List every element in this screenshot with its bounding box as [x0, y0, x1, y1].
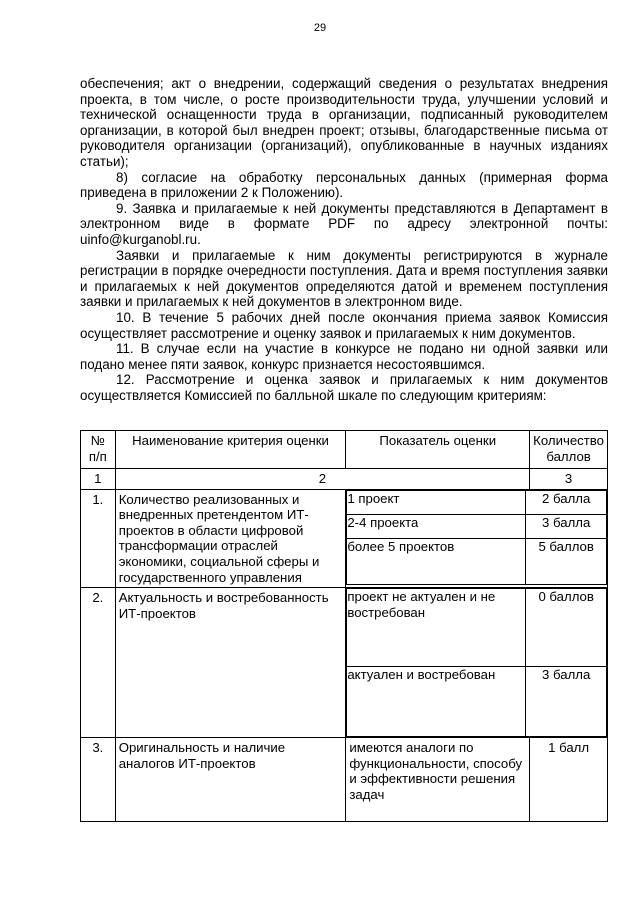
- row-num: 3.: [81, 738, 116, 822]
- criteria-table: [80, 430, 608, 822]
- page-number: 29: [313, 22, 327, 34]
- paragraph: Заявки и прилагаемые к ним документы регистрируются в журнале регистрации в порядке очередности поступления. Дата и время поступления заявки и прилагаемых к ней документов определяются датой и временем поступления заявки и прилагаемых к ней документов в электронном виде.: [80, 247, 608, 310]
- points: 2 балла: [526, 490, 607, 514]
- table-index-row: [81, 469, 608, 490]
- indicator: актуален и востребован: [347, 667, 526, 737]
- points: 3 балла: [526, 514, 607, 538]
- header-points: Количество баллов: [530, 431, 608, 469]
- paragraph: обеспечения; акт о внедрении, содержащий сведения о результатах внедрения проекта, в том числе, о росте производительности труда, улучшении условий и технической оснащенности труда в организации, подписанный руководителем организации, в которой был внедрен проект; отзывы, благодарственные письма от руководителя организации (организаций), опубликованные в научных изданиях статьи);: [80, 76, 608, 169]
- table-row: [81, 588, 608, 738]
- table-header-row: [81, 431, 608, 469]
- header-criterion: Наименование критерия оценки: [115, 431, 346, 469]
- points: 3 балла: [526, 667, 607, 737]
- points: 1 балл: [530, 738, 608, 822]
- indicator: проект не актуален и не востребован: [347, 589, 526, 667]
- header-num: № п/п: [81, 431, 116, 469]
- table-row: [81, 489, 608, 588]
- paragraph: 9. Заявка и прилагаемые к ней документы представляются в Департамент в электронном виде в формате PDF по адресу электронной почты: uinfo@kurganobl.ru.: [80, 200, 608, 247]
- index-cell: 1: [81, 469, 116, 490]
- indicator: 1 проект: [347, 490, 526, 514]
- criterion-name: Количество реализованных и внедренных претендентом ИТ-проектов в области цифровой трансформации отраслей экономики, социальной сферы и государственного управления: [115, 489, 346, 588]
- paragraph: 12. Рассмотрение и оценка заявок и прилагаемых к ним документов осуществляется Комиссией по балльной шкале по следующим критериям:: [80, 372, 608, 403]
- paragraph: 11. В случае если на участие в конкурсе не подано ни одной заявки или подано менее пяти заявок, конкурс признается несостоявшимся.: [80, 341, 608, 372]
- index-cell: 3: [530, 469, 608, 490]
- table-row: [81, 738, 608, 822]
- criterion-name: Актуальность и востребованность ИТ-проектов: [115, 588, 346, 738]
- body-text: [80, 76, 608, 403]
- header-indicator: Показатель оценки: [346, 431, 530, 469]
- criterion-name: Оригинальность и наличие аналогов ИТ-проектов: [115, 738, 346, 822]
- points: 0 баллов: [526, 589, 607, 667]
- index-cell: 2: [115, 469, 529, 490]
- points: 5 баллов: [526, 538, 607, 584]
- indicator: 2-4 проекта: [347, 514, 526, 538]
- paragraph: 10. В течение 5 рабочих дней после окончания приема заявок Комиссия осуществляет рассмотрение и оценку заявок и прилагаемых к ним документов.: [80, 309, 608, 341]
- row-num: 1.: [81, 489, 116, 588]
- row-num: 2.: [81, 588, 116, 738]
- indicator: более 5 проектов: [347, 538, 526, 584]
- paragraph: 8) согласие на обработку персональных данных (примерная форма приведена в приложении 2 к Положению).: [80, 169, 608, 201]
- indicator: имеются аналоги по функциональности, способу и эффективности решения задач: [346, 738, 530, 822]
